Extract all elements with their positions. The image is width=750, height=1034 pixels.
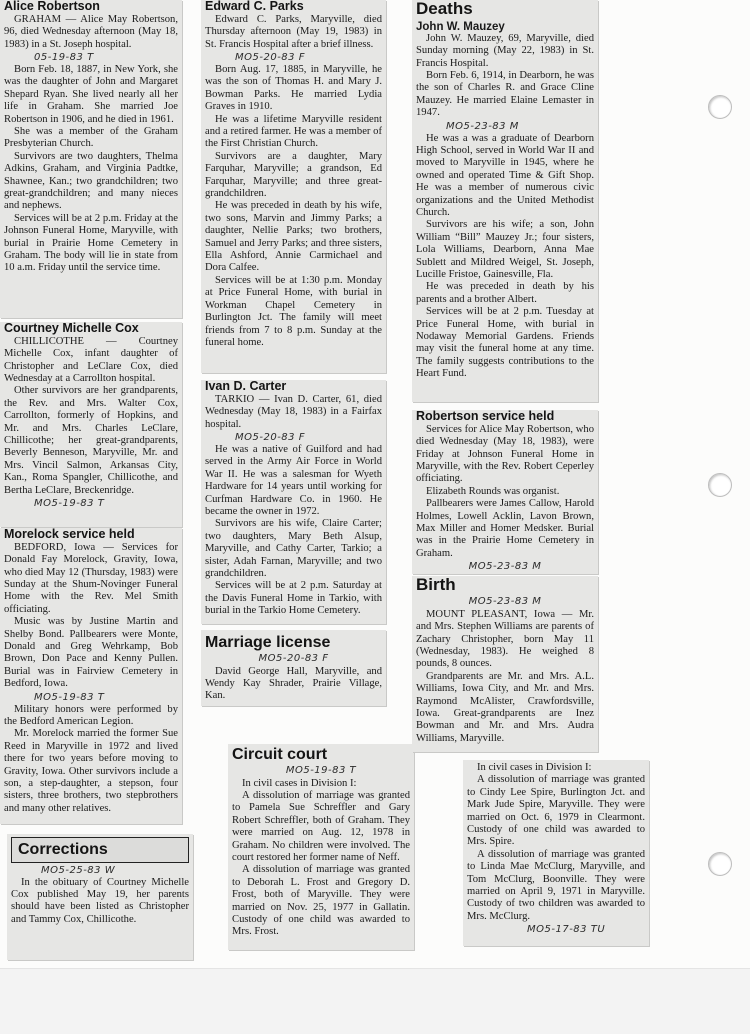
birth-heading: Birth	[416, 576, 456, 594]
birth-p2: Grandparents are Mr. and Mrs. A.L. Williams, Iowa City, and Mr. and Mrs. Raymond McAlister, Crawfordsville, Iowa. Great-grandparents are Inez Bowman and Mr. and Mrs. Audra Williams, Maryville.	[416, 670, 594, 744]
circuit-court-2-clipping	[463, 760, 649, 946]
corrections-clipping	[7, 834, 193, 960]
morelock-p2: Music was by Justine Martin and Shelby Bond. Pallbearers were Monte, Donald and Greg Wehrkamp, Bob Brown, Don Pace and Kenny Pullen. Burial was in Fairview Cemetery in Bedford, Iowa.	[4, 616, 178, 690]
alice-robertson-p5: Services will be at 2 p.m. Friday at the Johnson Funeral Home, Maryville, with burial in Prairie Home Cemetery in Graham. The body will lie in state from 10 a.m. Friday until the service time.	[4, 212, 178, 274]
birth-p1: MOUNT PLEASANT, Iowa — Mr. and Mrs. Stephen Williams are parents of Zachary Christopher, born May 11 (Wednesday, 1983). He weighed 8 pounds, 8 ounces.	[416, 608, 594, 670]
ivan-carter-heading: Ivan D. Carter	[205, 380, 287, 393]
circuit-court-date-note: MO5-19-83 T	[285, 764, 357, 776]
courtney-cox-date-note: MO5-19-83 T	[34, 498, 105, 510]
deaths-clipping	[412, 0, 598, 402]
deaths-heading: Deaths	[416, 0, 473, 18]
edward-parks-p3: He was a lifetime Maryville resident and a retired farmer. He was a member of the First Christian Church.	[205, 113, 382, 150]
john-mauzey-p6: Services will be at 2 p.m. Tuesday at Price Funeral Home, with burial in Nodaway Memorial Gardens. Friends may visit the funeral home at any time. The family suggests contributions to the Heart Fund.	[416, 306, 594, 380]
alice-robertson-p1: GRAHAM — Alice May Robertson, 96, died Wednesday afternoon (May 18, 1983) in a St. Joseph hospital.	[4, 13, 178, 50]
john-mauzey-p5: He was preceded in death by his parents and a brother Albert.	[416, 281, 594, 305]
ivan-carter-clipping	[201, 380, 386, 624]
corrections-p1: In the obituary of Courtney Michelle Cox published May 19, her parents should have been listed as Christopher and Tammy Cox, Chillicothe.	[11, 876, 189, 925]
alice-robertson-p3: She was a member of the Graham Presbyterian Church.	[4, 126, 178, 150]
alice-robertson-date-note: 05-19-83 T	[34, 51, 94, 63]
circuit-court-p2: A dissolution of marriage was granted to Pamela Sue Schreffler and Gary Robert Schreffler, both of Graham. They were married on Aug. 12, 1978 in Graham. No children were involved. The court restored her former name of Neff.	[232, 790, 410, 864]
robertson-service-clipping	[412, 410, 598, 574]
birth-clipping	[412, 576, 598, 752]
morelock-heading: Morelock service held	[4, 528, 135, 541]
ivan-carter-p4: Services will be at 2 p.m. Saturday at the Davis Funeral Home in Tarkio, with burial in the Tarkio Home Cemetery.	[205, 580, 382, 617]
circuit-court-2-p2: A dissolution of marriage was granted to Cindy Lee Spire, Burlington Jct. and Mark Jude Spire, Maryville. They were married on Oct. 6, 1979 in Clearmont. Custody of one child was awarded to Mrs. Spire.	[467, 774, 645, 848]
ivan-carter-p1: TARKIO — Ivan D. Carter, 61, died Wednesday (May 18, 1983) in a Fairfax hospital.	[205, 393, 382, 430]
robertson-service-p1: Services for Alice May Robertson, who died Wednesday (May 18, 1983), were Friday at Johnson Funeral Home in Maryville, with the Rev. Robert Ceperley officiating.	[416, 423, 594, 485]
circuit-court-2-p3: A dissolution of marriage was granted to Linda Mae McClurg, Maryville, and Tom McClurg, Boonville. They were married on April 9, 1971 in Maryville. Custody of two children was awarded to Mrs. McClurg.	[467, 848, 645, 922]
edward-parks-p2: Born Aug. 17, 1885, in Maryville, he was the son of Thomas H. and Mary J. Bowman Parks. He married Lydia Graves in 1910.	[205, 63, 382, 113]
circuit-court-clipping	[228, 744, 414, 950]
edward-parks-p6: Services will be at 1:30 p.m. Monday at Price Funeral Home, with burial in Workman Chapel Cemetery in Burlington Jct. The family will meet friends from 7 to 8 p.m. Sunday at the funeral home.	[205, 274, 382, 348]
alice-robertson-p4: Survivors are two daughters, Thelma Adkins, Graham, and Virginia Padtke, Shawnee, Kan.; two grandchildren; two great-grandchildren; and many nieces and nephews.	[4, 150, 178, 212]
courtney-cox-p2: Other survivors are her grandparents, the Rev. and Mrs. Walter Cox, Carrollton, formerly of Hopkins, and Mr. and Mrs. Charles LeClare, Chillicothe; her great-grandparents, Beverly Benneson, Maryville, Mr. and Mrs. Vincil Salmon, Arkansas City, Kan., Roma Spangler, Chillicothe, and Bertha LeClare, Breckenridge.	[4, 385, 178, 496]
binder-hole-middle	[708, 473, 732, 497]
corrections-date-note: MO5-25-83 W	[41, 864, 116, 876]
morelock-clipping	[0, 528, 182, 824]
circuit-court-p1: In civil cases in Division I:	[242, 777, 357, 789]
john-mauzey-p1: John W. Mauzey, 69, Maryville, died Sunday morning (May 22, 1983) in St. Francis Hospital.	[416, 32, 594, 69]
circuit-court-p3: A dissolution of marriage was granted to Deborah L. Frost and Gregory D. Frost, both of Maryville. They were married on Nov. 25, 1977 in Gallatin. Custody of one child was awarded to Mrs. Frost.	[232, 864, 410, 938]
edward-parks-clipping	[201, 0, 386, 373]
ivan-carter-date-note: MO5-20-83 F	[235, 431, 305, 443]
marriage-license-heading: Marriage license	[205, 634, 331, 651]
courtney-cox-clipping	[0, 322, 182, 527]
birth-date-note: MO5-23-83 M	[468, 595, 542, 607]
edward-parks-date-note: MO5-20-83 F	[235, 51, 305, 63]
circuit-court-2-date-note: MO5-17-83 TU	[527, 924, 606, 936]
john-mauzey-heading: John W. Mauzey	[416, 20, 505, 33]
alice-robertson-clipping	[0, 0, 182, 318]
corrections-heading-box	[11, 837, 189, 863]
marriage-license-p1: David George Hall, Maryville, and Wendy Kay Shrader, Prairie Village, Kan.	[205, 665, 382, 702]
ivan-carter-p3: Survivors are his wife, Claire Carter; two daughters, Mary Beth Alsup, Maryville, and Cathy Carter, Tarkio; a sister, Adah Farnan, Maryville; and two grandchildren.	[205, 518, 382, 580]
morelock-p3: Military honors were performed by the Bedford American Legion.	[4, 703, 178, 728]
alice-robertson-p2: Born Feb. 18, 1887, in New York, she was the daughter of John and Margaret Shepard Ryan. She lived nearly all her life in Graham. She married Joe Robertson in 1906, and he died in 1961.	[4, 63, 178, 125]
morelock-p4: Mr. Morelock married the former Sue Reed in Maryville in 1972 and lived there for two years before moving to Gravity, Iowa. Other survivors include a son, a step-daughter, a stepson, four sisters, three brothers, two stepbrothers and many other relatives.	[4, 728, 178, 814]
page-bottom-margin	[0, 968, 750, 1034]
john-mauzey-p3: He was a was a graduate of Dearborn High School, served in World War II and moved to Maryville in 1945, where he owned and operated Time & Gift Shop. He was a member of numerous civic organizations and the United Methodist Church.	[416, 132, 594, 218]
corrections-heading: Corrections	[18, 841, 108, 858]
edward-parks-p4: Survivors are a daughter, Mary Farquhar, Maryville; a grandson, Ed Farquhar, Maryville; and three great-grandchildren.	[205, 150, 382, 200]
edward-parks-p1: Edward C. Parks, Maryville, died Thursday afternoon (May 19, 1983) in St. Francis Hospital after a brief illness.	[205, 13, 382, 50]
circuit-court-heading: Circuit court	[232, 746, 328, 763]
john-mauzey-date-note: MO5-23-83 M	[446, 120, 519, 132]
robertson-service-date-note: MO5-23-83 M	[468, 561, 542, 573]
ivan-carter-p2: He was a native of Guilford and had served in the Army Air Force in World War II. He was a salesman for Wyeth Hardware for 14 years until working for Curfman Hardware Co. in 1960. He became the owner in 1972.	[205, 443, 382, 517]
binder-hole-bottom	[708, 852, 732, 876]
morelock-date-note: MO5-19-83 T	[34, 691, 105, 703]
courtney-cox-p1: CHILLICOTHE — Courtney Michelle Cox, infant daughter of Christopher and LeClare Cox, died Wednesday at a Carrollton hospital.	[4, 335, 178, 384]
courtney-cox-heading: Courtney Michelle Cox	[4, 322, 139, 335]
marriage-license-clipping	[201, 630, 386, 706]
edward-parks-heading: Edward C. Parks	[205, 0, 304, 13]
binder-hole-top	[708, 95, 732, 119]
john-mauzey-p4: Survivors are his wife; a son, John William “Bill” Mauzey Jr.; four sisters, Lola Williams, Dearborn, Anna Mae Sublett and Mildred Weigel, St. Joseph, Lucille Fristoe, Gainesville, Fla.	[416, 219, 594, 280]
marriage-license-date-note: MO5-20-83 F	[258, 652, 329, 664]
morelock-p1: BEDFORD, Iowa — Services for Donald Fay Morelock, Gravity, Iowa, who died May 12 (Thursday, 1983) were Sunday at the Shum-Novinger Funeral Home with the Rev. Mel Smith officiating.	[4, 541, 178, 615]
robertson-service-heading: Robertson service held	[416, 410, 555, 423]
alice-robertson-heading: Alice Robertson	[4, 0, 100, 13]
edward-parks-p5: He was preceded in death by his wife, two sons, Marvin and Jimmy Parks; a daughter, Nellie Parks; two brothers, Samuel and Jerry Parks; and three sisters, Ella Ashford, Annie Carmichael and Dora Calfee.	[205, 200, 382, 274]
robertson-service-p3: Pallbearers were James Callow, Harold Holmes, Lowell Acklin, Lavon Brown, Max Miller and Homer Medsker. Burial was in the Prairie Home Cemetery in Graham.	[416, 498, 594, 559]
circuit-court-2-p1: In civil cases in Division I:	[477, 762, 592, 773]
john-mauzey-p2: Born Feb. 6, 1914, in Dearborn, he was the son of Charles R. and Grace Cline Mauzey. He married Elaine Lemaster in 1947.	[416, 69, 594, 119]
robertson-service-p2: Elizabeth Rounds was organist.	[426, 485, 560, 497]
